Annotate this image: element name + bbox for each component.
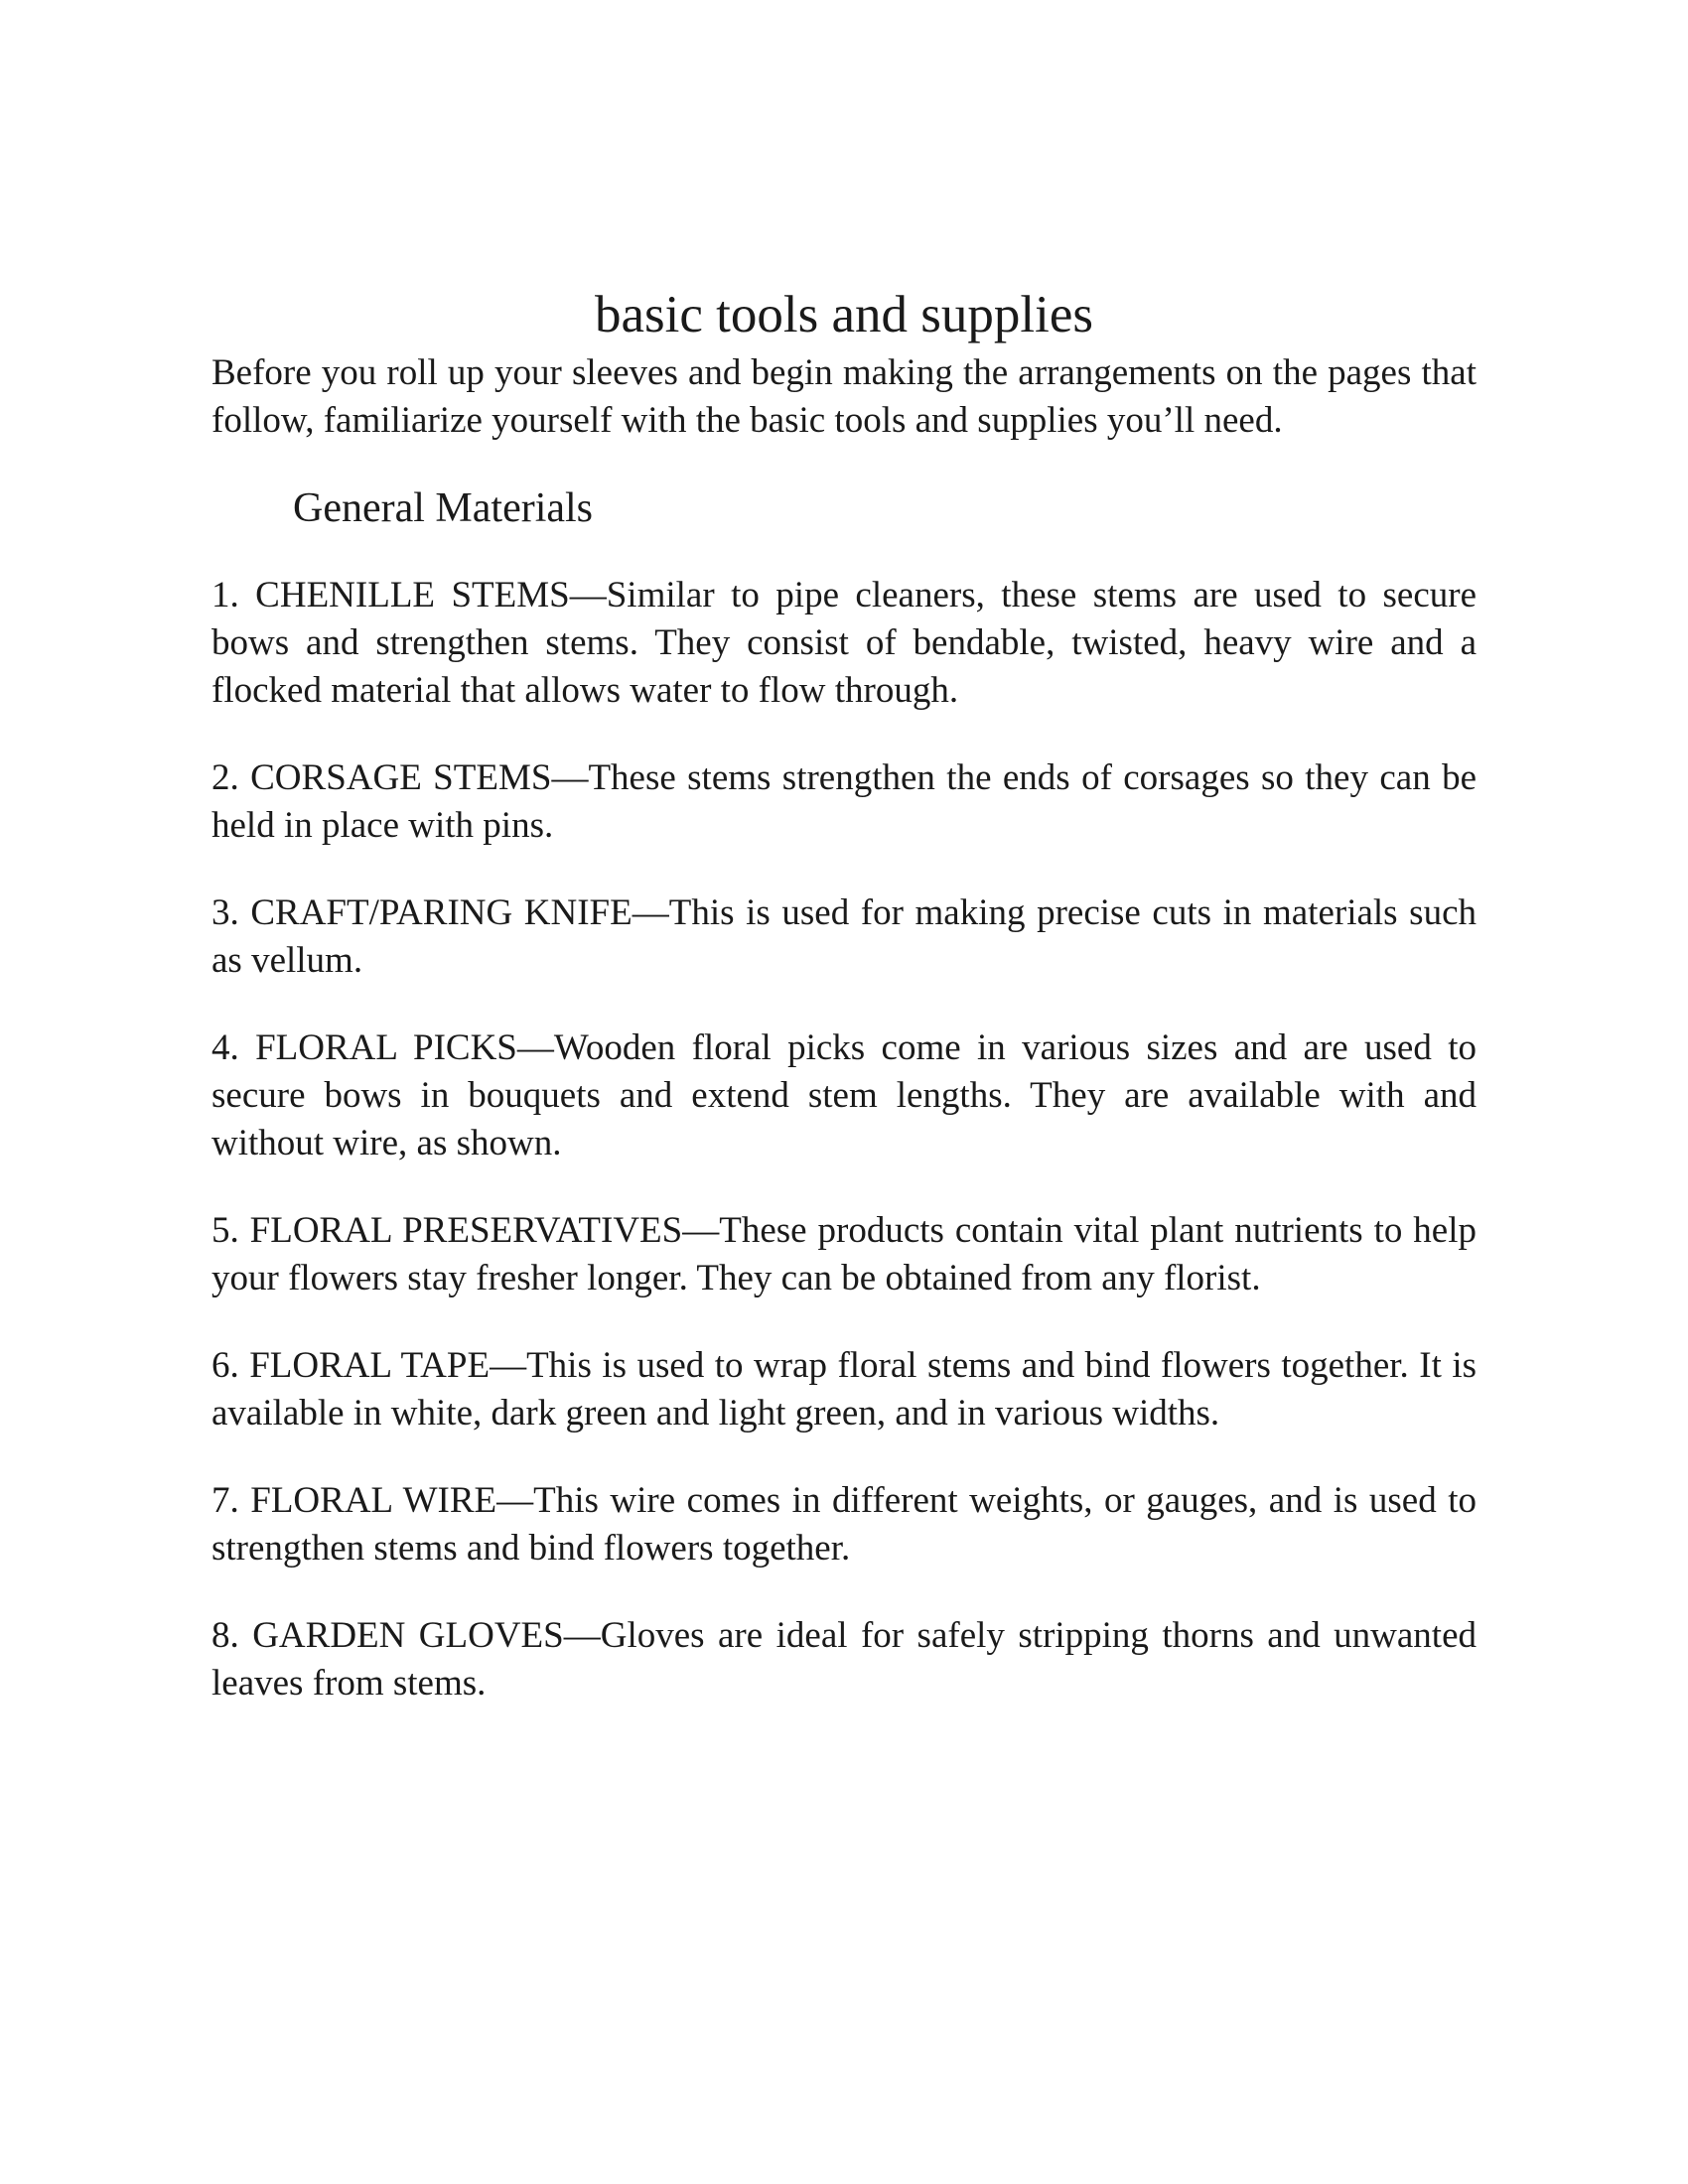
list-item: 6. FLORAL TAPE—This is used to wrap floral stems and bind flowers together. It is available in white, dark green and light green, and in various widths. (211, 1345, 1477, 1433)
section-heading: General Materials (293, 485, 594, 531)
list-item: 1. CHENILLE STEMS—Similar to pipe cleaners, these stems are used to secure bows and strengthen stems. They consist of bendable, twisted, heavy wire and a flocked material that allows water to flow through. (211, 575, 1477, 711)
list-item: 8. GARDEN GLOVES—Gloves are ideal for safely stripping thorns and unwanted leaves from stems. (211, 1615, 1477, 1704)
list-item: 2. CORSAGE STEMS—These stems strengthen the ends of corsages so they can be held in place with pins. (211, 757, 1477, 846)
document-page (211, 280, 1477, 1747)
list-item: 7. FLORAL WIRE—This wire comes in different weights, or gauges, and is used to strengthen stems and bind flowers together. (211, 1480, 1477, 1569)
page-title: basic tools and supplies (595, 286, 1093, 343)
list-item: 3. CRAFT/PARING KNIFE—This is used for making precise cuts in materials such as vellum. (211, 892, 1477, 981)
intro-paragraph: Before you roll up your sleeves and begin making the arrangements on the pages that follow, familiarize yourself with the basic tools and supplies you’ll need. (211, 352, 1477, 441)
list-item: 5. FLORAL PRESERVATIVES—These products contain vital plant nutrients to help your flowers stay fresher longer. They can be obtained from any florist. (211, 1210, 1477, 1298)
materials-list (211, 572, 1477, 1707)
list-item: 4. FLORAL PICKS—Wooden floral picks come in various sizes and are used to secure bows in bouquets and extend stem lengths. They are available with and without wire, as shown. (211, 1027, 1477, 1163)
